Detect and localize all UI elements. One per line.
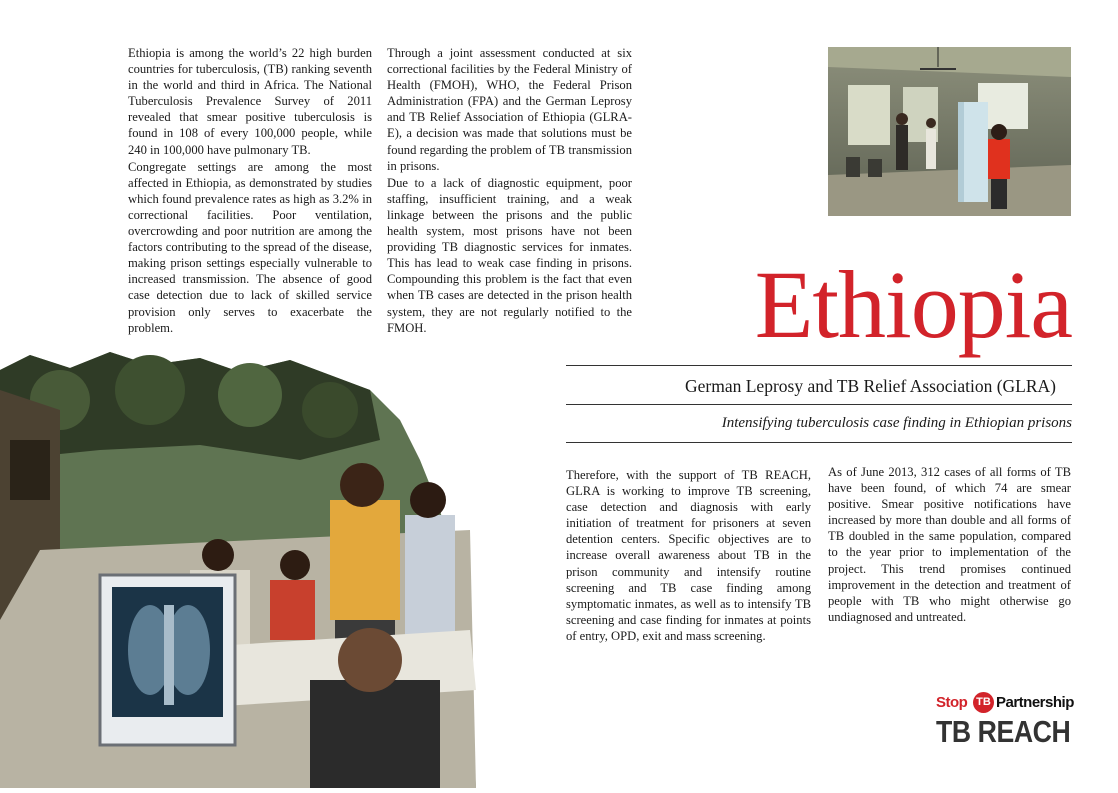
paragraph: Congregate settings are among the most affected in Ethiopia, as demonstrated by studies which found prevalence rates as high as 3.2% in correctional facilities. Poor ventilation, overcrowding and poor nutrition are among the factors contributing to the spread of the disease, making prison settings especially vulnerable to increased transmission. The absence of good case detection due to lack of skilled service provision only serves to exacerbate the problem. [128, 159, 372, 335]
logo-partnership-text: Partnership [996, 694, 1074, 711]
organization-name: German Leprosy and TB Relief Association (GLRA) [685, 376, 1056, 396]
stop-tb-partnership-logo [930, 690, 1072, 750]
prison-clinic-photo [828, 47, 1071, 216]
xray-screening-illustration [0, 350, 480, 788]
text-column-4 [828, 464, 1071, 626]
divider [566, 442, 1072, 443]
logo-tb-badge: TB [973, 692, 994, 713]
prison-clinic-photo-drawing [828, 47, 1071, 216]
logo-tb-reach-text: TB REACH [936, 714, 1071, 749]
paragraph: Therefore, with the support of TB REACH, GLRA is working to improve TB screening, case detection and diagnosis with early initiation of treatment for prisoners at seven detention centers. Specific objectives are to increase overall awareness about TB in the prison community and intensify routine screening and TB case finding among symptomatic inmates, as well as to intensify TB screening and case finding for inmates at points of entry, OPD, exit and mass screening. [566, 468, 811, 643]
text-column-3 [566, 467, 811, 645]
divider [566, 365, 1072, 366]
paragraph: Ethiopia is among the world’s 22 high burden countries for tuberculosis, (TB) ranking seventh in the world and third in Africa. The National Tuberculosis Prevalence Survey of 2011 revealed that smear positive tuberculosis is found in 108 of every 100,000 people, while 240 in 100,000 have pulmonary TB. [128, 46, 372, 157]
divider [566, 404, 1072, 405]
paragraph: Through a joint assessment conducted at six correctional facilities by the Federal Ministry of Health (FMOH), WHO, the Federal Prison Administration (FPA) and the German Leprosy and TB Relief Association of Ethiopia (GLRA-E), a decision was made that solutions must be found regarding the problem of TB transmission in prisons. [387, 46, 632, 173]
paragraph: As of June 2013, 312 cases of all forms of TB have been found, of which 74 are smear positive. Smear positive notifications have increased by more than double and all forms of TB doubled in the same population, compared to the year prior to implementation of the project. This trend promises continued improvement in the detection and treatment of people with TB who might otherwise go undiagnosed and untreated. [828, 465, 1071, 624]
country-title: Ethiopia [754, 251, 1072, 358]
logo-stop-text: Stop [936, 694, 968, 711]
project-subtitle: Intensifying tuberculosis case finding in Ethiopian prisons [721, 415, 1072, 431]
text-column-2 [387, 45, 632, 337]
text-column-1 [128, 45, 372, 337]
xray-screening-illustration-drawing [0, 350, 480, 788]
paragraph: Due to a lack of diagnostic equipment, poor staffing, insufficient training, and a weak linkage between the prisons and the public health system, most prisons have not been providing TB diagnostic services for inmates. This has lead to weak case finding in prisons. Compounding this problem is the fact that even when TB cases are detected in the prison health system, they are not regularly notified to the FMOH. [387, 175, 632, 335]
